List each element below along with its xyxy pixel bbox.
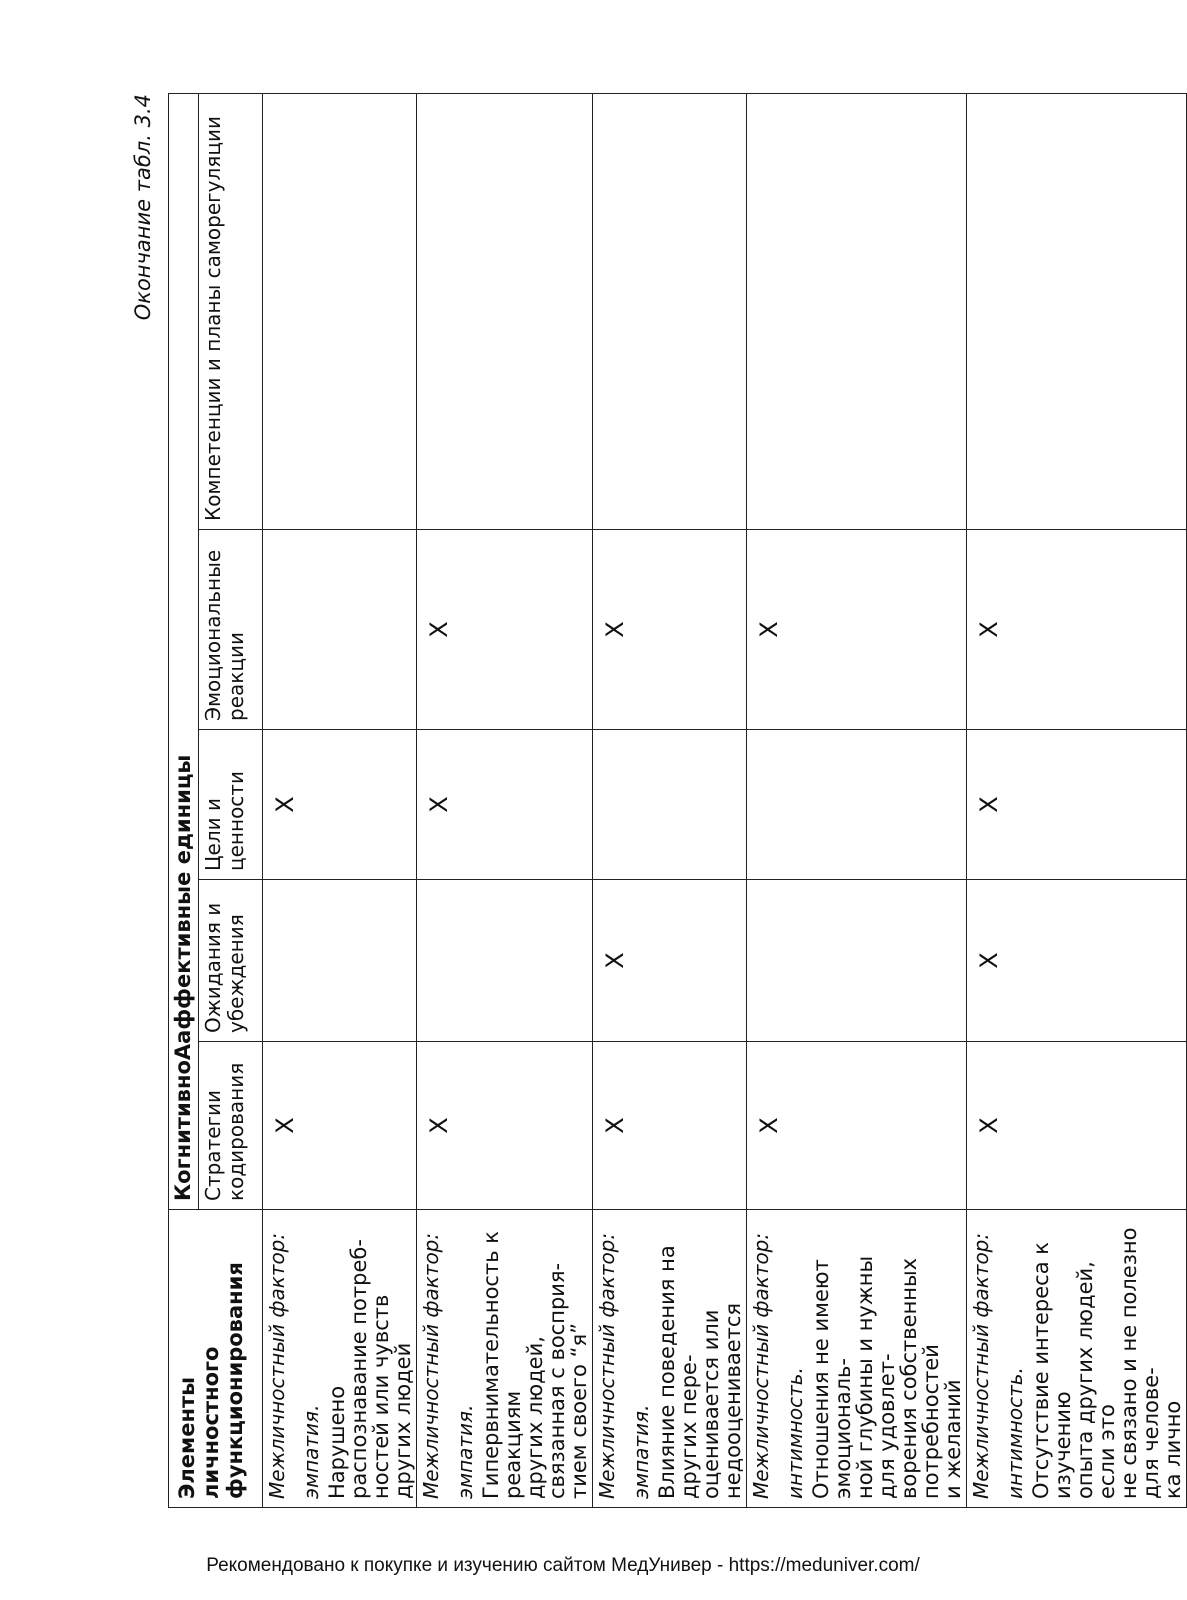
rotated-page <box>130 94 1185 1508</box>
mark-expectations <box>417 880 593 1042</box>
header-elements: Элементы личностного функционирования <box>169 1210 263 1508</box>
table-row <box>593 93 747 1507</box>
mark-strategies: X <box>263 1042 417 1210</box>
mark-expectations <box>747 880 967 1042</box>
mark-competencies <box>593 93 747 529</box>
mark-competencies <box>417 93 593 529</box>
row-element-cell <box>263 1210 417 1508</box>
watermark-link[interactable]: Рекомендовано к покупке и изучению сайтом МедУнивер - https://meduniver.com/ <box>206 1555 920 1576</box>
factor-sub: эмпатия. <box>299 1404 323 1499</box>
factor-description: Нарушено распознавание потреб- ностей или чувств других людей <box>325 1239 415 1499</box>
header-row-1 <box>169 93 199 1507</box>
mark-goals: X <box>967 730 1187 880</box>
mark-emotions: X <box>593 530 747 730</box>
mark-competencies <box>263 93 417 529</box>
factor-sub: эмпатия. <box>453 1404 477 1499</box>
factor-description: Влияние поведения на других пере- оценивается или недооценивается <box>655 1245 745 1499</box>
row-element-cell <box>593 1210 747 1508</box>
factor-description: Отношения не имеют эмоциональ- ной глубины и нужны для удовлет- ворения собственных потребностей и желаний <box>809 1255 965 1499</box>
mark-strategies: X <box>417 1042 593 1210</box>
table-row <box>747 93 967 1507</box>
factor-label: Межличностный фактор: <box>969 1232 993 1499</box>
factor-label: Межличностный фактор: <box>265 1232 289 1499</box>
header-col-competencies: Компетенции и планы саморегуляции <box>199 93 263 529</box>
factor-description: Отсутствие интереса к изучению опыта других людей, если это не связано и не полезно для челове- ка лично <box>1029 1227 1185 1499</box>
personality-table <box>168 93 1187 1508</box>
table-caption: Окончание табл. 3.4 <box>131 94 155 321</box>
factor-label: Межличностный фактор: <box>419 1232 443 1499</box>
row-element-cell <box>747 1210 967 1508</box>
mark-goals: X <box>263 730 417 880</box>
table-row <box>967 93 1187 1507</box>
mark-goals: X <box>417 730 593 880</box>
mark-emotions <box>263 530 417 730</box>
header-col-expectations: Ожидания и убеждения <box>199 880 263 1042</box>
factor-label: Межличностный фактор: <box>595 1232 619 1499</box>
mark-expectations: X <box>967 880 1187 1042</box>
factor-sub: эмпатия. <box>629 1404 653 1499</box>
factor-label: Межличностный фактор: <box>749 1232 773 1499</box>
header-col-emotions: Эмоциональные реакции <box>199 530 263 730</box>
header-col-goals: Цели и ценности <box>199 730 263 880</box>
mark-goals <box>593 730 747 880</box>
mark-strategies: X <box>747 1042 967 1210</box>
table-row <box>263 93 417 1507</box>
mark-competencies <box>747 93 967 529</box>
factor-sub: интимность. <box>1003 1367 1027 1499</box>
mark-expectations: X <box>593 880 747 1042</box>
mark-emotions: X <box>967 530 1187 730</box>
mark-goals <box>747 730 967 880</box>
factor-description: Гипервнимательность к реакциям других людей, связанная с восприя- тием своего “я” <box>479 1231 591 1499</box>
mark-competencies <box>967 93 1187 529</box>
mark-expectations <box>263 880 417 1042</box>
mark-strategies: X <box>593 1042 747 1210</box>
row-element-cell <box>417 1210 593 1508</box>
mark-emotions: X <box>747 530 967 730</box>
factor-sub: интимность. <box>783 1367 807 1499</box>
header-col-strategies: Стратегии кодирования <box>199 1042 263 1210</box>
mark-strategies: X <box>967 1042 1187 1210</box>
table-row <box>417 93 593 1507</box>
header-group: КогнитивноАаффективные единицы <box>169 93 199 1209</box>
row-element-cell <box>967 1210 1187 1508</box>
mark-emotions: X <box>417 530 593 730</box>
